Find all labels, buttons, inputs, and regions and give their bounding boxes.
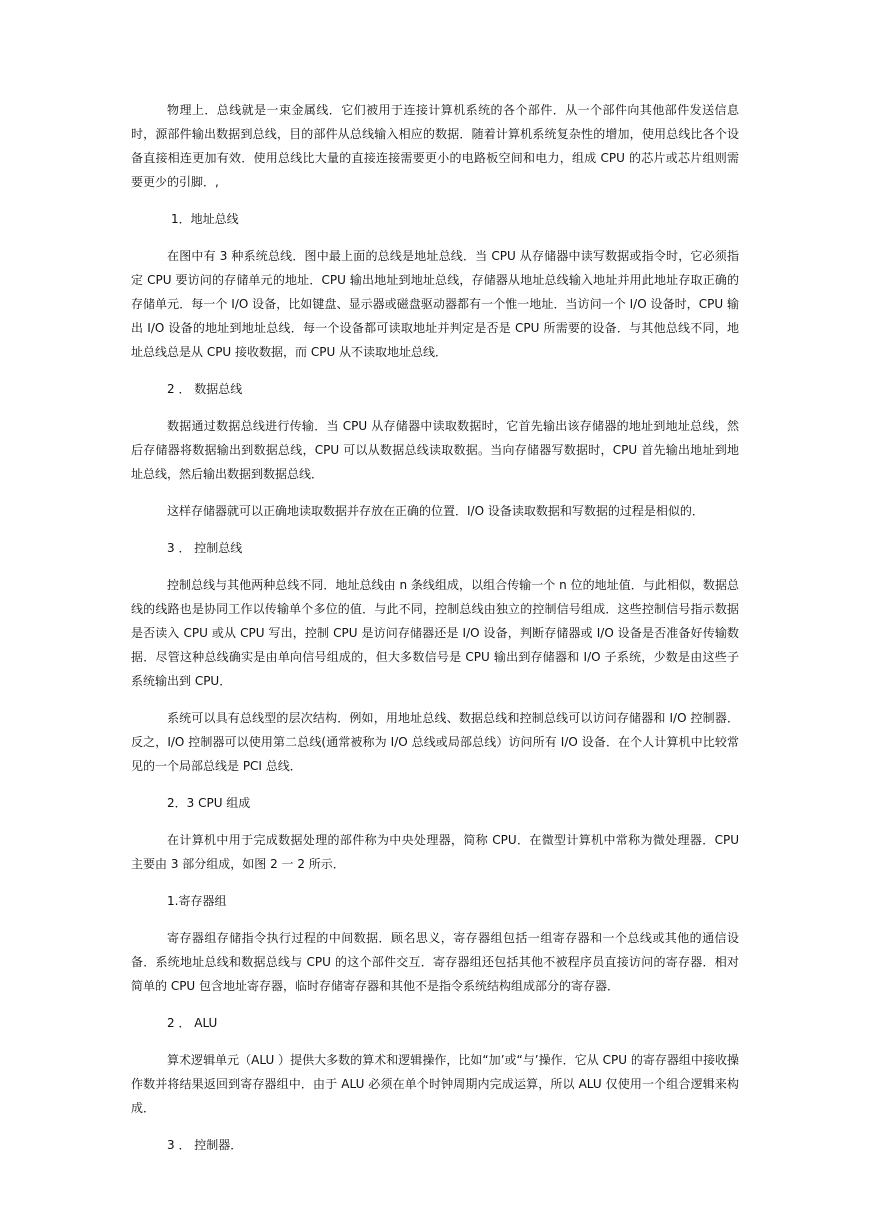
document-page bbox=[131, 98, 739, 1170]
heading-controller: 3 ． 控制器． bbox=[167, 1138, 243, 1152]
intro-paragraph: 物理上．总线就是一束金属线．它们被用于连接计算机系统的各个部件．从一个部件向其他部件发送信息时，源部件输出数据到总线，目的部件从总线输入相应的数据．随着计算机系统复杂性的增加，使用总线比各个设备直接相连更加有效．使用总线比大量的直接连接需要更小的电路板空间和电力，组成 CPU 的芯片或芯片组则需要更少的引脚．, bbox=[131, 103, 739, 189]
control-bus-paragraph: 控制总线与其他两种总线不同．地址总线由 n 条线组成，以组合传输一个 n 位的地址值．与此相似，数据总线的线路也是协同工作以传输单个多位的值．与此不同，控制总线由独立的控制信号组成．这些控制信号指示数据是否读入 CPU 或从 CPU 写出，控制 CPU 是访问存储器还是 I/O 设备，判断存储器或 I/O 设备是否准备好传输数据．尽管这种总线确实是由单向信号组成的，但大多数信号是 CPU 输出到存储器和 I/O 子系统，少数是由这些子系统输出到 CPU． bbox=[131, 578, 739, 688]
bus-hierarchy-paragraph: 系统可以具有总线型的层次结构．例如，用地址总线、数据总线和控制总线可以访问存储器和 I/O 控制器．反之，I/O 控制器可以使用第二总线(通常被称为 I/O 总线或局部总线）访问所有 I/O 设备．在个人计算机中比较常见的一个局部总线是 PCI 总线． bbox=[131, 711, 739, 773]
address-bus-paragraph: 在图中有 3 种系统总线．图中最上面的总线是地址总线．当 CPU 从存储器中读写数据或指令时，它必须指定 CPU 要访问的存储单元的地址．CPU 输出地址到地址总线，存储器从地址总线输入地址并用此地址存取正确的存储单元．每一个 I/O 设备，比如键盘、显示器或磁盘驱动器都有一个惟一地址．当访问一个 I/O 设备时，CPU 输出 I/O 设备的地址到地址总线．每一个设备都可读取地址并判定是否是 CPU 所需要的设备．与其他总线不同，地址总线总是从 CPU 接收数据，而 CPU 从不读取地址总线． bbox=[131, 249, 739, 359]
heading-address-bus: 1．地址总线 bbox=[171, 212, 239, 226]
alu-paragraph: 算术逻辑单元（ALU ）提供大多数的算术和逻辑操作，比如“加’或“与’操作．它从 CPU 的寄存器组中接收操作数并将结果返回到寄存器组中．由于 ALU 必须在单个时钟周期内完成运算，所以 ALU 仅使用一个组合逻辑来构成． bbox=[131, 1053, 739, 1115]
heading-alu: 2 ． ALU bbox=[167, 1016, 218, 1030]
heading-control-bus: 3 ． 控制总线 bbox=[167, 541, 243, 555]
cpu-composition-paragraph: 在计算机中用于完成数据处理的部件称为中央处理器，简称 CPU．在微型计算机中常称为微处理器．CPU 主要由 3 部分组成，如图 2 一 2 所示． bbox=[131, 833, 739, 871]
register-set-paragraph: 寄存器组存储指令执行过程的中间数据．顾名思义，寄存器组包括一组寄存器和一个总线或其他的通信设备．系统地址总线和数据总线与 CPU 的这个部件交互．寄存器组还包括其他不被程序员直接访问的寄存器．相对简单的 CPU 包含地址寄存器，临时存储寄存器和其他不是指令系统结构组成部分的寄存器． bbox=[131, 931, 739, 993]
data-bus-paragraph-2: 这样存储器就可以正确地读取数据并存放在正确的位置．I/O 设备读取数据和写数据的过程是相似的． bbox=[167, 504, 704, 518]
data-bus-paragraph: 数据通过数据总线进行传输．当 CPU 从存储器中读取数据时，它首先输出该存储器的地址到地址总线，然后存储器将数据输出到数据总线，CPU 可以从数据总线读取数据。当向存储器写数据时，CPU 首先输出地址到地址总线，然后输出数据到数据总线． bbox=[131, 419, 739, 481]
heading-register-set: 1.寄存器组 bbox=[167, 894, 227, 908]
heading-data-bus: 2 ． 数据总线 bbox=[167, 382, 243, 396]
heading-cpu-composition: 2．3 CPU 组成 bbox=[167, 796, 251, 810]
